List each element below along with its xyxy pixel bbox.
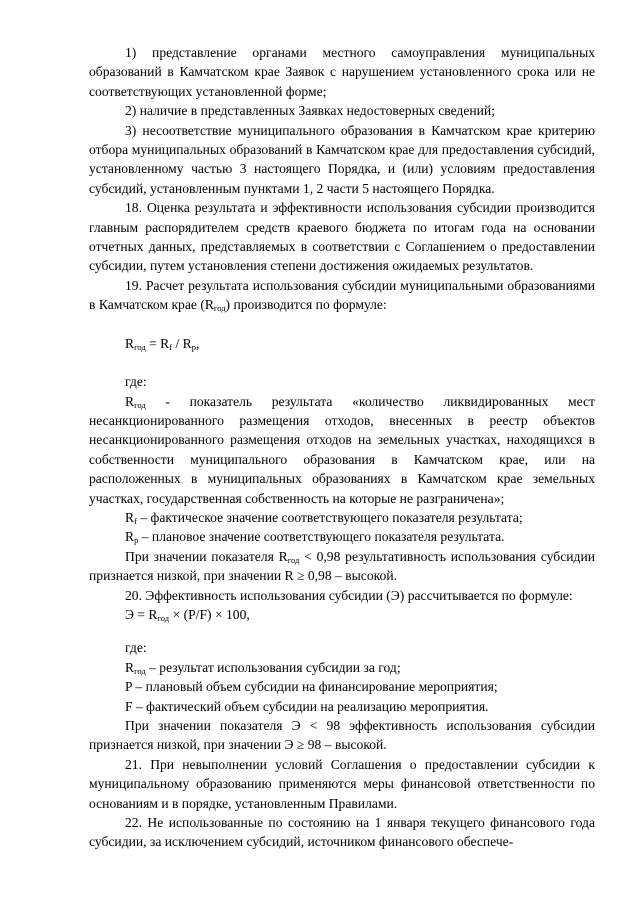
result-rule-text: При значении показателя R <box>125 548 288 564</box>
symbol-r: R <box>125 509 135 525</box>
subscript-god: год <box>134 399 146 410</box>
paragraph-19 <box>89 276 595 315</box>
symbol-r: R <box>125 529 135 545</box>
result-rule-tail: < 0,98 результативность использования субсидии признается низкой, при значении R ≥ 0,98 – высокой. <box>89 548 595 584</box>
definition-text: – результат использования субсидии за год; <box>145 659 401 675</box>
formula-result <box>89 334 595 353</box>
formula-end: , <box>195 335 200 351</box>
document-body <box>89 43 595 852</box>
subscript-god: год <box>287 554 300 565</box>
definition-text: - показатель результата «количество ликвидированных мест несанкционированного размещения отходов, внесенных в реестр объектов несанкционированного размещения отходов на земельных участках, находящихся в собственности муниципального образования в Камчатском крае, или на расположенных в муниципальных образованиях в Камчатском крае земельных участках, государственная собственность на которые не разграничена»; <box>89 393 595 506</box>
formula-efficiency-start: Э = R <box>125 606 158 622</box>
paragraph-21: 21. При невыполнении условий Соглашения о предоставлении субсидии к муниципальному образованию применяются меры финансовой ответственности по основаниям и в порядке, установленным Правилами. <box>89 756 595 811</box>
subscript-p: p <box>191 341 196 352</box>
definition-text: – плановое значение соответствующего показателя результата. <box>138 529 505 545</box>
formula-symbol-r: R <box>125 335 135 351</box>
spacer <box>89 624 595 638</box>
subscript-p: p <box>134 535 139 546</box>
definition-text: – фактическое значение соответствующего показателя результата; <box>136 509 523 525</box>
paragraph-22: 22. Не использованные по состоянию на 1 января текущего финансового года субсидии, за исключением субсидий, источником финансового обеспече- <box>89 815 595 850</box>
formula-equals-r: = R <box>145 335 170 351</box>
spacer <box>89 353 595 372</box>
subscript-f: f <box>169 341 173 352</box>
formula-divide-r: / R <box>172 335 192 351</box>
paragraph-18: 18. Оценка результата и эффективности использования субсидии производится главным распорядителем средств краевого бюджета по итогам года на основании отчетных данных, представляемых в соответствии с Соглашением о предоставлении субсидии, путем установления степени достижения ожидаемых результатов. <box>89 200 595 274</box>
formula-efficiency-end: × (P/F) × 100, <box>169 606 250 622</box>
spacer <box>89 315 595 334</box>
subscript-f: f <box>134 515 137 526</box>
subscript-god: год <box>134 665 146 676</box>
list-item-3: 3) несоответствие муниципального образования в Камчатском крае критерию отбора муниципальных образований в Камчатском крае для предоставления субсидий, установленному частью 3 настоящего Порядка, и (или) условиям предоставления субсидий, установленным пунктами 1, 2 части 5 настоящего Порядка. <box>89 122 595 196</box>
result-rule <box>89 547 595 586</box>
subscript-god: год <box>134 341 146 352</box>
list-item-1: 1) представление органами местного самоуправления муниципальных образований в Камчатском крае Заявок с нарушением установленного срока или не соответствующих установленной форме; <box>89 45 595 99</box>
symbol-r: R <box>125 393 135 409</box>
paragraph-19-tail: ) производится по формуле: <box>225 297 387 313</box>
where-label: где: <box>125 374 147 390</box>
definition-p: P – плановый объем субсидии на финансирование мероприятия; <box>125 679 498 695</box>
paragraph-20: 20. Эффективность использования субсидии (Э) рассчитывается по формуле: <box>125 587 573 603</box>
definition-f: F – фактический объем субсидии на реализацию мероприятия. <box>125 698 489 714</box>
list-item-2: 2) наличие в представленных Заявках недостоверных сведений; <box>125 103 495 119</box>
where-label-2: где: <box>125 640 147 656</box>
symbol-r: R <box>125 659 135 675</box>
definition-r-p <box>89 527 595 546</box>
paragraph-19-text: 19. Расчет результата использования субсидии муниципальными образованиями в Камчатском крае (R <box>89 277 595 313</box>
subscript-god: год <box>157 612 170 623</box>
efficiency-rule: При значении показателя Э < 98 эффективность использования субсидии признается низкой, при значении Э ≥ 98 – высокой. <box>89 718 595 753</box>
subscript-god: год <box>213 303 226 314</box>
definition-r-god-2 <box>89 658 595 677</box>
formula-efficiency <box>89 605 595 624</box>
definition-r-f <box>89 508 595 527</box>
definition-r-god <box>89 392 595 508</box>
